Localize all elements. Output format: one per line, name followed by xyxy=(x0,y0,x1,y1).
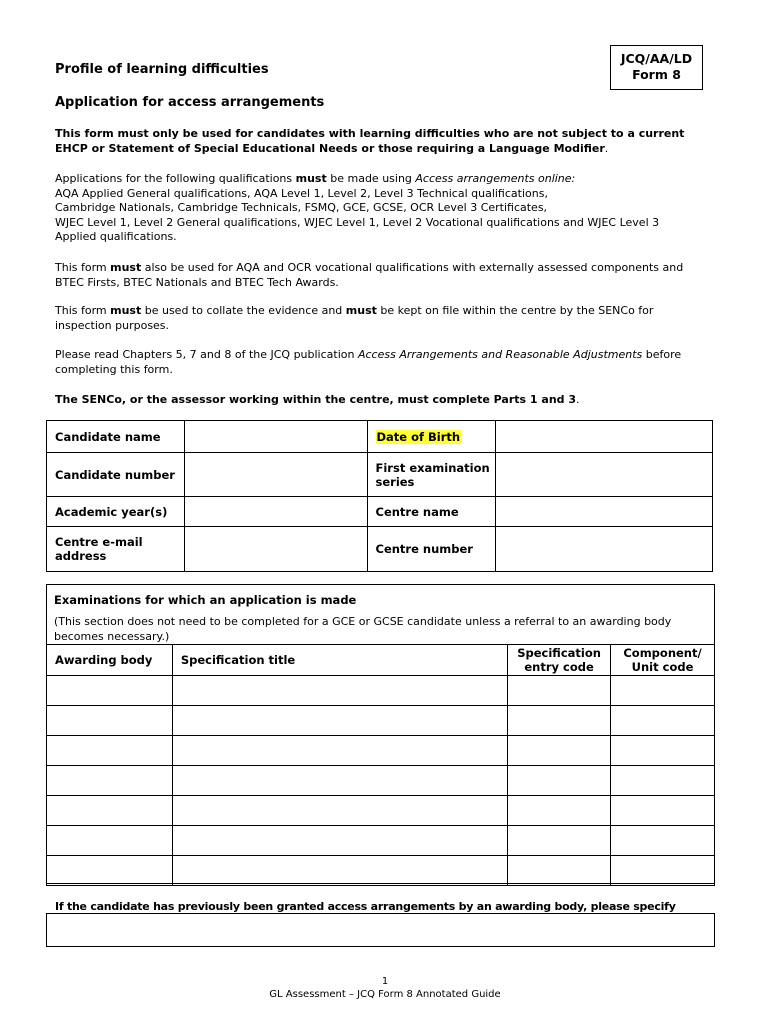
entry-code-cell[interactable] xyxy=(508,736,611,766)
read-chapters-paragraph xyxy=(55,348,715,377)
table-row xyxy=(47,736,715,766)
centre-name-label: Centre name xyxy=(367,497,496,527)
table-row xyxy=(47,766,715,796)
unit-code-cell[interactable] xyxy=(611,736,715,766)
centre-email-field[interactable] xyxy=(184,527,367,572)
unit-code-cell[interactable] xyxy=(611,706,715,736)
table-row xyxy=(47,706,715,736)
date-of-birth-label xyxy=(367,421,496,453)
previous-arrangements-field[interactable] xyxy=(46,913,715,947)
warning-paragraph xyxy=(55,127,710,156)
evidence-paragraph xyxy=(55,304,705,333)
specification-title-cell[interactable] xyxy=(172,766,507,796)
candidate-details-table xyxy=(46,420,713,572)
candidate-name-label: Candidate name xyxy=(47,421,185,453)
candidate-number-field[interactable] xyxy=(184,453,367,497)
examinations-table xyxy=(46,644,715,886)
qualifications-paragraph xyxy=(55,172,715,245)
page-number: 1 xyxy=(381,976,389,987)
previous-arrangements-label: If the candidate has previously been granted access arrangements by an awarding body, please specify xyxy=(55,900,676,913)
p4-text-b: before completing this form. xyxy=(55,348,682,376)
p2-text-b: also be used for AQA and OCR vocational qualifications with externally assessed components and BTEC Firsts, BTEC Nationals and BTEC Tech Awards. xyxy=(55,261,684,289)
form-code-box xyxy=(610,45,703,90)
component-unit-code-header: Component/ Unit code xyxy=(611,645,715,676)
specification-title-cell[interactable] xyxy=(172,826,507,856)
awarding-body-header: Awarding body xyxy=(47,645,173,676)
specification-entry-code-header: Specification entry code xyxy=(508,645,611,676)
specification-title-cell[interactable] xyxy=(172,706,507,736)
vocational-paragraph xyxy=(55,261,715,290)
p1-text-a: Applications for the following qualifications xyxy=(55,172,296,185)
page-title: Profile of learning difficulties xyxy=(55,62,269,77)
specification-title-header: Specification title xyxy=(172,645,507,676)
awarding-body-cell[interactable] xyxy=(47,826,173,856)
table-row xyxy=(47,527,713,572)
centre-name-field[interactable] xyxy=(496,497,713,527)
footer-text: GL Assessment – JCQ Form 8 Annotated Guide xyxy=(269,989,501,1000)
specification-title-cell[interactable] xyxy=(172,736,507,766)
qual-line-4: Applied qualifications. xyxy=(55,230,177,243)
table-row xyxy=(47,453,713,497)
date-of-birth-field[interactable] xyxy=(496,421,713,453)
form-code-line1: JCQ/AA/LD xyxy=(620,51,693,66)
centre-email-label: Centre e-mail address xyxy=(47,527,185,572)
academic-years-label: Academic year(s) xyxy=(47,497,185,527)
unit-code-cell[interactable] xyxy=(611,766,715,796)
table-row xyxy=(47,497,713,527)
entry-code-cell[interactable] xyxy=(508,826,611,856)
table-header-row xyxy=(47,645,715,676)
qual-line-1: AQA Applied General qualifications, AQA Level 1, Level 2, Level 3 Technical qualifications, xyxy=(55,186,548,200)
p2-text-a: This form xyxy=(55,261,111,274)
specification-title-cell[interactable] xyxy=(172,676,507,706)
p2-must: must xyxy=(110,261,142,274)
academic-years-field[interactable] xyxy=(184,497,367,527)
first-exam-series-field[interactable] xyxy=(496,453,713,497)
table-row xyxy=(47,856,715,886)
awarding-body-cell[interactable] xyxy=(47,766,173,796)
p1-text-b: be made using xyxy=(326,172,416,185)
specification-title-cell[interactable] xyxy=(172,796,507,826)
table-row xyxy=(47,421,713,453)
form-code-line2: Form 8 xyxy=(632,67,681,82)
table-row xyxy=(47,796,715,826)
table-row xyxy=(47,676,715,706)
qual-line-3: WJEC Level 1, Level 2 General qualifications, WJEC Level 1, Level 2 Vocational qualifications and WJEC Level 3 xyxy=(55,215,660,229)
centre-number-label: Centre number xyxy=(367,527,496,572)
p1-italic: Access arrangements online: xyxy=(415,172,576,185)
p3-text-b: be used to collate the evidence and xyxy=(141,304,346,317)
awarding-body-cell[interactable] xyxy=(47,676,173,706)
p3-text-a: This form xyxy=(55,304,111,317)
warning-end: . xyxy=(604,141,609,155)
senco-paragraph xyxy=(55,393,715,408)
date-of-birth-highlight: Date of Birth xyxy=(376,429,461,444)
awarding-body-cell[interactable] xyxy=(47,856,173,886)
candidate-number-label: Candidate number xyxy=(47,453,185,497)
entry-code-cell[interactable] xyxy=(508,856,611,886)
centre-number-field[interactable] xyxy=(496,527,713,572)
entry-code-cell[interactable] xyxy=(508,706,611,736)
p4-italic: Access Arrangements and Reasonable Adjustments xyxy=(357,348,643,361)
p3-must-2: must xyxy=(345,304,377,317)
entry-code-cell[interactable] xyxy=(508,676,611,706)
unit-code-cell[interactable] xyxy=(611,796,715,826)
examinations-heading: Examinations for which an application is made xyxy=(54,593,357,607)
p3-text-c: be kept on file within the centre by the SENCo for inspection purposes. xyxy=(55,304,654,332)
senco-end: . xyxy=(576,393,580,406)
candidate-name-field[interactable] xyxy=(184,421,367,453)
qual-line-2: Cambridge Nationals, Cambridge Technicals, FSMQ, GCE, GCSE, OCR Level 3 Certificates, xyxy=(55,201,548,214)
p3-must: must xyxy=(110,304,142,317)
unit-code-cell[interactable] xyxy=(611,676,715,706)
entry-code-cell[interactable] xyxy=(508,766,611,796)
unit-code-cell[interactable] xyxy=(611,856,715,886)
first-exam-series-label: First examination series xyxy=(367,453,496,497)
specification-title-cell[interactable] xyxy=(172,856,507,886)
warning-text: This form must only be used for candidates with learning difficulties who are not subject to a current EHCP or Statement of Special Educational Needs or those requiring a Language Modifier xyxy=(55,127,685,155)
unit-code-cell[interactable] xyxy=(611,826,715,856)
p1-must: must xyxy=(295,172,327,185)
awarding-body-cell[interactable] xyxy=(47,706,173,736)
p4-text-a: Please read Chapters 5, 7 and 8 of the JCQ publication xyxy=(55,348,358,361)
page-subtitle: Application for access arrangements xyxy=(55,95,325,110)
table-row xyxy=(47,826,715,856)
entry-code-cell[interactable] xyxy=(508,796,611,826)
awarding-body-cell[interactable] xyxy=(47,736,173,766)
senco-text: The SENCo, or the assessor working within the centre, must complete Parts 1 and 3 xyxy=(55,393,577,406)
examinations-note: (This section does not need to be completed for a GCE or GCSE candidate unless a referral to an awarding body becomes necessary.) xyxy=(54,615,672,643)
awarding-body-cell[interactable] xyxy=(47,796,173,826)
